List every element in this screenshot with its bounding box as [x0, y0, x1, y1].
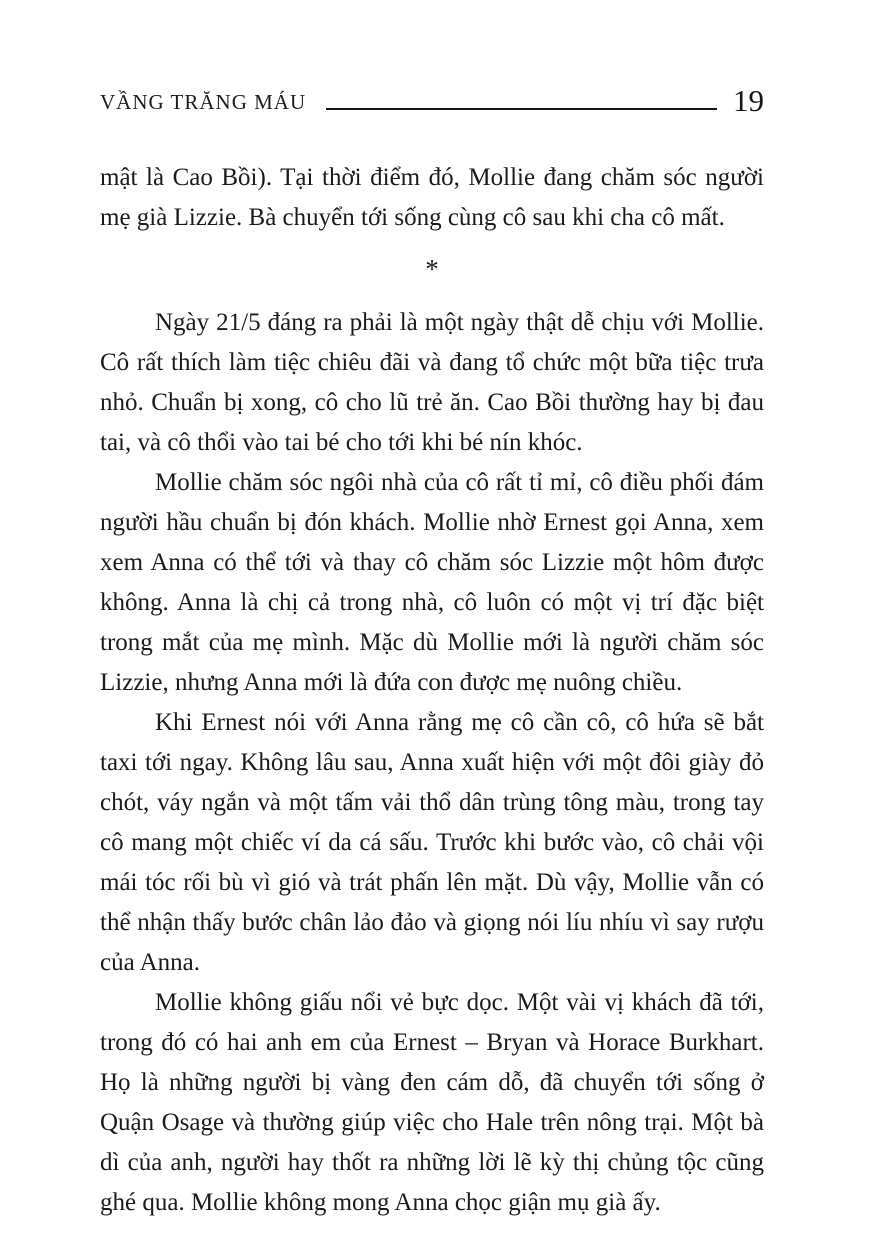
paragraph: Ngày 21/5 đáng ra phải là một ngày thật dễ chịu với Mollie. Cô rất thích làm tiệc chiêu đãi và đang tổ chức một bữa tiệc trưa nhỏ. Chuẩn bị xong, cô cho lũ trẻ ăn. Cao Bồi thường hay bị đau tai, và cô thổi vào tai bé cho tới khi bé nín khóc.: [100, 309, 764, 456]
page-number: 19: [733, 83, 764, 118]
header-rule: [326, 108, 717, 110]
running-header: [100, 83, 764, 118]
paragraph: Khi Ernest nói với Anna rằng mẹ cô cần cô, cô hứa sẽ bắt taxi tới ngay. Không lâu sau, Anna xuất hiện với một đôi giày đỏ chót, váy ngắn và một tấm vải thổ dân trùng tông màu, trong tay cô mang một chiếc ví da cá sấu. Trước khi bước vào, cô chải vội mái tóc rối bù vì gió và trát phấn lên mặt. Dù vậy, Mollie vẫn có thể nhận thấy bước chân lảo đảo và giọng nói líu nhíu vì say rượu của Anna.: [100, 709, 764, 976]
paragraph-continuation: mật là Cao Bồi). Tại thời điểm đó, Mollie đang chăm sóc người mẹ già Lizzie. Bà chuyển tới sống cùng cô sau khi cha cô mất.: [100, 164, 764, 231]
paragraph: Mollie không giấu nổi vẻ bực dọc. Một vài vị khách đã tới, trong đó có hai anh em của Ernest – Bryan và Horace Burkhart. Họ là những người bị vàng đen cám dỗ, đã chuyển tới sống ở Quận Osage và thường giúp việc cho Hale trên nông trại. Một bà dì của anh, người hay thốt ra những lời lẽ kỳ thị chủng tộc cũng ghé qua. Mollie không mong Anna chọc giận mụ già ấy.: [100, 989, 764, 1216]
paragraph: Mollie chăm sóc ngôi nhà của cô rất tỉ mỉ, cô điều phối đám người hầu chuẩn bị đón khách. Mollie nhờ Ernest gọi Anna, xem xem Anna có thể tới và thay cô chăm sóc Lizzie một hôm được không. Anna là chị cả trong nhà, cô luôn có một vị trí đặc biệt trong mắt của mẹ mình. Mặc dù Mollie mới là người chăm sóc Lizzie, nhưng Anna mới là đứa con được mẹ nuông chiều.: [100, 469, 764, 696]
book-title-header: VẦNG TRĂNG MÁU: [100, 90, 307, 115]
section-separator: *: [425, 254, 439, 284]
body-text: [100, 158, 764, 1223]
